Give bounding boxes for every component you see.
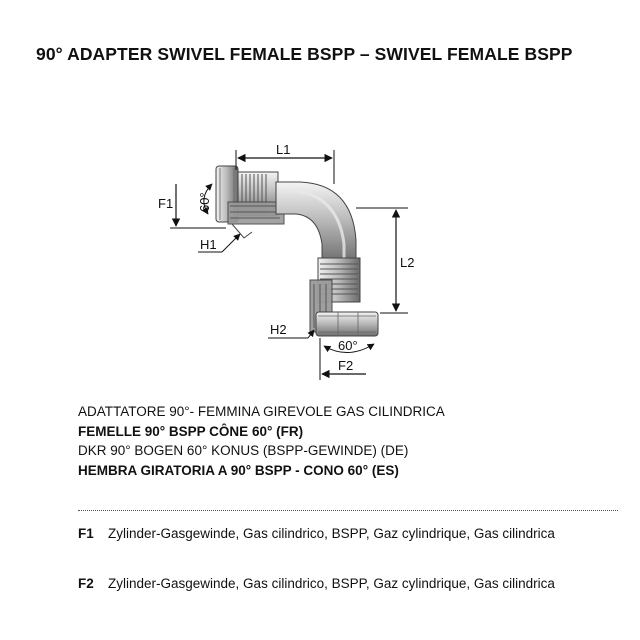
dotted-divider — [78, 510, 618, 511]
label-angle-bottom: 60° — [338, 338, 358, 353]
note-f2-text: Zylinder-Gasgewinde, Gas cilindrico, BSPP, Gaz cylindrique, Gas cilindrica — [108, 576, 555, 591]
description-es: HEMBRA GIRATORIA A 90° BSPP - CONO 60° (ES) — [78, 462, 399, 478]
note-f1-code: F1 — [78, 526, 94, 541]
bent-tube — [276, 182, 356, 262]
label-f1: F1 — [158, 196, 174, 211]
angle-top — [197, 184, 212, 214]
note-f1 — [78, 524, 598, 543]
note-f1-text: Zylinder-Gasgewinde, Gas cilindrico, BSPP, Gaz cylindrique, Gas cilindrica — [108, 526, 555, 541]
label-l1: L1 — [276, 142, 291, 157]
dimension-l2 — [356, 208, 414, 313]
label-f2: F2 — [338, 358, 354, 373]
angle-bottom — [324, 338, 374, 353]
dimension-h1 — [198, 234, 240, 252]
description-de: DKR 90° BOGEN 60° KONUS (BSPP-GEWINDE) (DE) — [78, 443, 409, 458]
description-fr: FEMELLE 90° BSPP CÔNE 60° (FR) — [78, 423, 304, 439]
label-h1: H1 — [200, 237, 217, 252]
label-l2: L2 — [400, 255, 415, 270]
label-h2: H2 — [270, 322, 287, 337]
note-f2-code: F2 — [78, 576, 94, 591]
description-it: ADATTATORE 90°- FEMMINA GIREVOLE GAS CILINDRICA — [78, 404, 445, 419]
label-angle-top: 60° — [197, 192, 212, 212]
note-f2 — [78, 574, 598, 593]
dimension-h2 — [268, 322, 314, 338]
bottom-swivel-nut — [316, 312, 378, 336]
page-title: 90° ADAPTER SWIVEL FEMALE BSPP – SWIVEL FEMALE BSPP — [36, 44, 573, 64]
description-block — [78, 402, 598, 480]
